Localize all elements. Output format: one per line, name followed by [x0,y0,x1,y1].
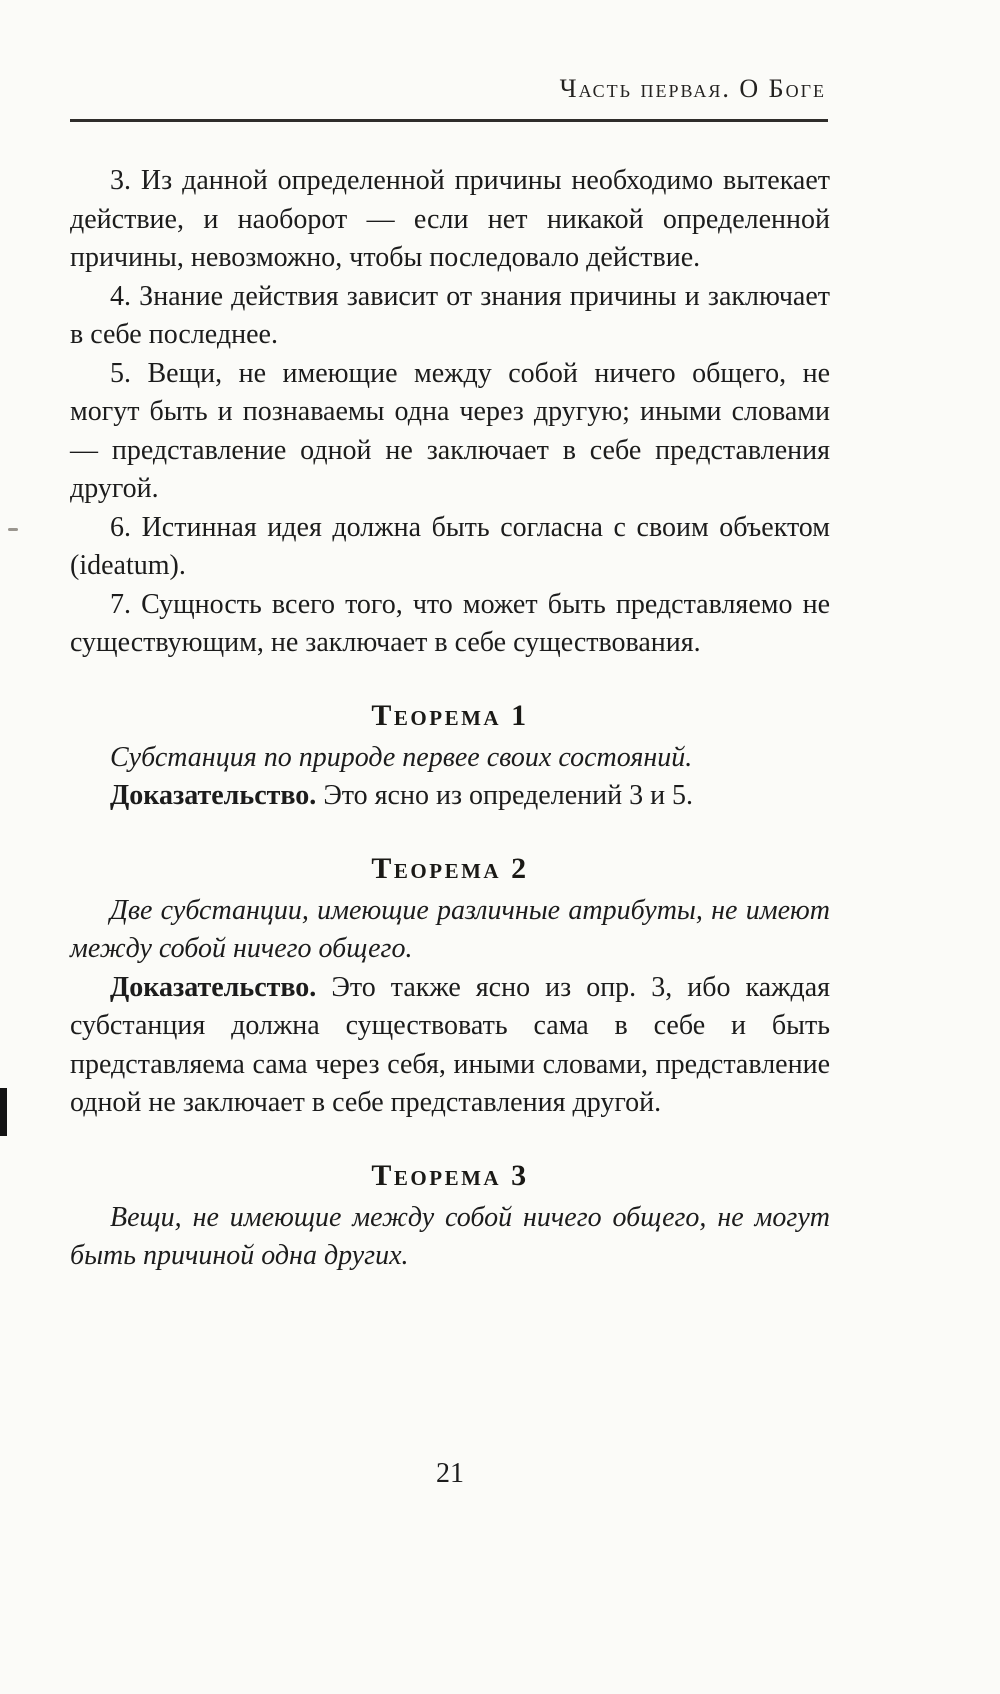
theorem-3-statement: Вещи, не имеющие между собой ничего общего, не могут быть причиной одна других. [70,1201,830,1271]
axiom-6: 6. Истинная идея должна быть согласна с своим объектом (ideatum). [70,511,830,581]
axiom-5: 5. Вещи, не имеющие между собой ничего общего, не могут быть и познаваемы одна через другую; иными словами — представление одной не заключает в себе представления другой. [70,357,830,504]
scan-artifact-dash [8,528,18,531]
theorem-2-proof-label: Доказательство. [110,971,317,1003]
axiom-3: 3. Из данной определенной причины необходимо вытекает действие, и наоборот — если нет никакой определенной причины, невозможно, чтобы последовало действие. [70,165,830,273]
axiom-7: 7. Сущность всего того, что может быть представляемо не существующим, не заключает в себе существования. [70,588,830,658]
theorem-3 [70,1156,830,1276]
theorem-1 [70,696,830,816]
theorem-1-statement: Субстанция по природе первее своих состояний. [110,741,693,773]
theorem-1-proof-label: Доказательство. [110,780,317,811]
theorem-2-proof [70,969,830,1123]
theorem-3-heading: Теорема 3 [371,1158,529,1192]
header-rule [70,119,828,122]
theorem-1-proof [70,777,830,816]
theorem-2-statement: Две субстанции, имеющие различные атрибуты, не имеют между собой ничего общего. [70,894,830,964]
page-footer [70,1458,830,1490]
theorem-2-proof-text: Это также ясно из опр. 3, ибо каждая субстанция должна существовать сама в себе и быть представляема сама через себя, иными словами, представление одной не заключает в себе представления другой. [70,971,831,1118]
theorem-1-proof-text: Это ясно из определений 3 и 5. [323,780,694,811]
theorem-1-heading: Теорема 1 [371,698,529,732]
page-number: 21 [436,1458,464,1489]
running-header [72,74,826,104]
chapter-title: Часть первая. О Боге [559,74,826,103]
axiom-4: 4. Знание действия зависит от знания причины и заключает в себе последнее. [70,280,830,350]
page-body [70,162,830,1276]
theorem-2 [70,849,830,1123]
scan-artifact-bar [0,1088,7,1136]
theorem-2-heading: Теорема 2 [371,851,529,885]
